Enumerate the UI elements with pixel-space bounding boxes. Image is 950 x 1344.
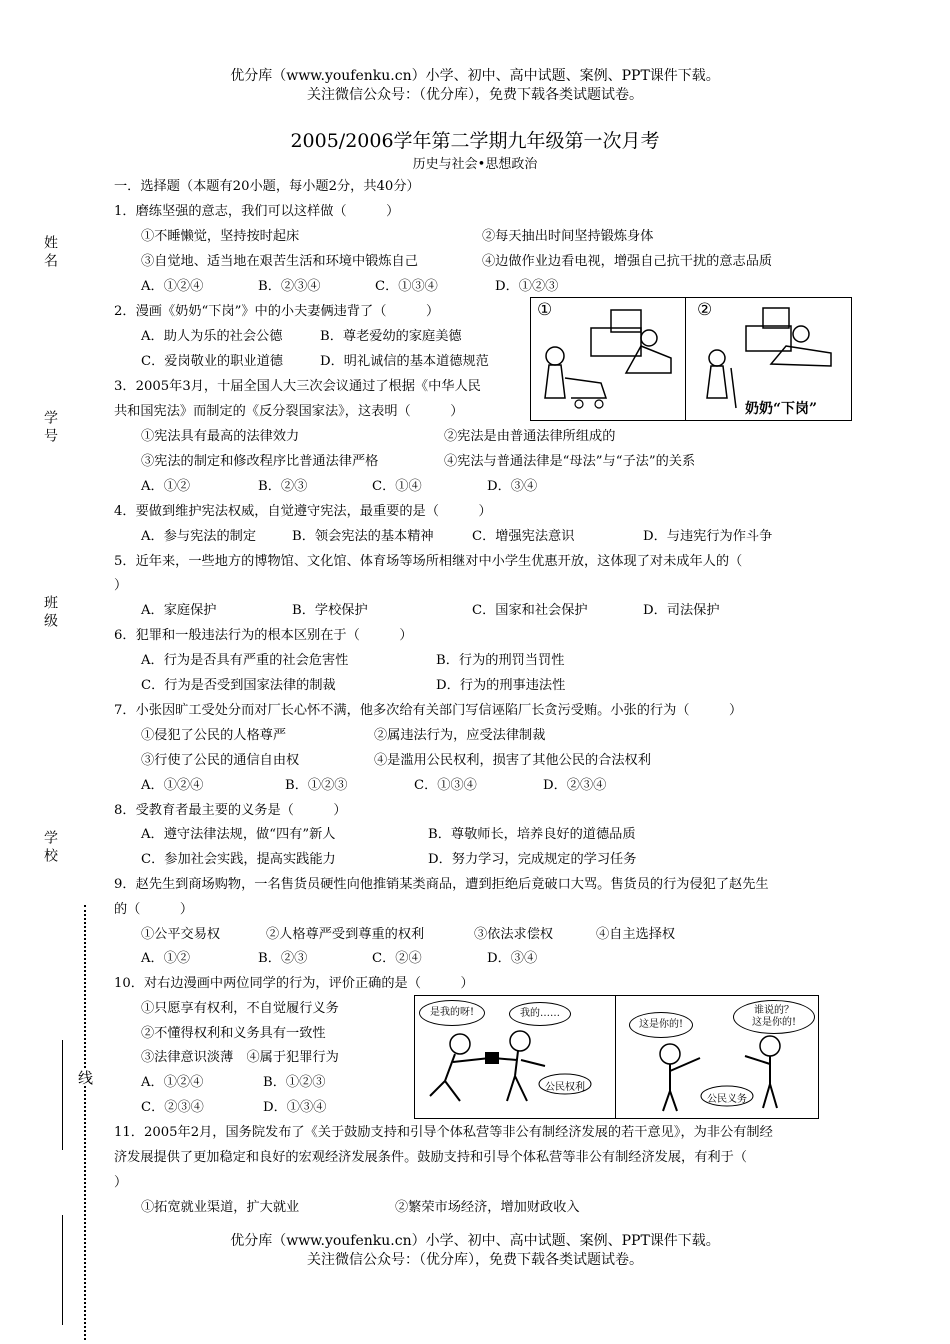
q10-option-3-4: ③法律意识淡薄 ④属于犯罪行为 <box>141 1050 339 1065</box>
q9-choice-c: C．②④ <box>372 951 422 966</box>
q4-choice-d: D．与违宪行为作斗争 <box>643 529 773 544</box>
q1-choice-b: B．②③④ <box>258 279 321 294</box>
q3-option-4: ④宪法与普通法律是“母法”与“子法”的关系 <box>444 454 696 469</box>
q1-option-2: ②每天抽出时间坚持锻炼身体 <box>482 229 654 244</box>
q5-stem-line1: 5．近年来，一些地方的博物馆、文化馆、体育场等场所相继对中小学生优惠开放，这体现了对未成年人的（ <box>114 554 743 569</box>
q11-option-2: ②繁荣市场经济，增加财政收入 <box>395 1200 580 1215</box>
section-heading: 一．选择题（本题有20小题，每小题2分，共40分） <box>114 179 420 194</box>
q6-stem: 6．犯罪和一般违法行为的根本区别在于（ ） <box>114 628 413 643</box>
q7-option-2: ②属违法行为，应受法律制裁 <box>374 728 546 743</box>
comic2-label-duties: 公民义务 <box>707 1094 747 1105</box>
q1-choice-c: C．①③④ <box>375 279 438 294</box>
q9-option-4: ④自主选择权 <box>596 927 676 942</box>
q2-choice-c: C．爱岗敬业的职业道德 <box>141 354 283 369</box>
q7-option-3: ③行使了公民的通信自由权 <box>141 753 300 768</box>
q4-choice-a: A．参与宪法的制定 <box>141 529 257 544</box>
q4-choice-c: C．增强宪法意识 <box>472 529 575 544</box>
binding-line-label: 线 <box>76 1070 94 1085</box>
q3-stem-line1: 3．2005年3月，十届全国人大三次会议通过了根据《中华人民 <box>114 379 481 394</box>
q3-choice-b: B．②③ <box>258 479 308 494</box>
q10-choice-a: A．①②④ <box>141 1075 204 1090</box>
q4-stem: 4．要做到维护宪法权威，自觉遵守宪法，最重要的是（ ） <box>114 504 492 519</box>
comic2-label-rights: 公民权利 <box>545 1082 585 1093</box>
comic2-bubble-4-line1: 谁说的？ <box>754 1005 794 1016</box>
comic2-bubble-1: 是我的呀! <box>419 1000 485 1026</box>
q8-stem: 8．受教育者最主要的义务是（ ） <box>114 803 347 818</box>
q7-stem: 7．小张因旷工受处分而对厂长心怀不满，他多次给有关部门写信诬陷厂长贪污受贿。小张的行为（ ） <box>114 703 743 718</box>
q11-stem-line2: 济发展提供了更加稳定和良好的宏观经济发展条件。鼓励支持和引导个体私营等非公有制经济发展，有利于（ <box>114 1150 747 1165</box>
q3-choice-a: A．①② <box>141 479 191 494</box>
q7-choice-b: B．①②③ <box>285 778 348 793</box>
page-title: 2005/2006学年第二学期九年级第一次月考 <box>290 130 660 152</box>
q3-option-3: ③宪法的制定和修改程序比普通法律严格 <box>141 454 379 469</box>
q2-stem: 2．漫画《奶奶“下岗”》中的小夫妻俩违背了（ ） <box>114 304 440 319</box>
q9-option-3: ③依法求偿权 <box>474 927 554 942</box>
q6-choice-a: A．行为是否具有严重的社会危害性 <box>141 653 349 668</box>
comic1-caption: 奶奶“下岗” <box>745 401 818 417</box>
q10-option-1: ①只愿享有权利，不自觉履行义务 <box>141 1001 339 1016</box>
q11-stem-line1: 11．2005年2月，国务院发布了《关于鼓励支持和引导个体私营等非公有制经济发展的若干意见》，为非公有制经 <box>114 1125 773 1140</box>
q10-option-2: ②不懂得权利和义务具有一致性 <box>141 1026 326 1041</box>
q8-choice-b: B．尊敬师长，培养良好的道德品质 <box>428 827 636 842</box>
q10-choice-c: C．②③④ <box>141 1100 204 1115</box>
binding-dotted-line <box>84 905 86 1340</box>
q3-option-1: ①宪法具有最高的法律效力 <box>141 429 300 444</box>
q2-choice-a: A．助人为乐的社会公德 <box>141 329 283 344</box>
q10-choice-d: D．①③④ <box>263 1100 327 1115</box>
q5-choice-a: A．家庭保护 <box>141 603 217 618</box>
comic1-panel2-label: ② <box>697 300 713 320</box>
q9-option-1: ①公平交易权 <box>141 927 221 942</box>
q9-stem-line1: 9．赵先生到商场购物，一名售货员硬性向他推销某类商品，遭到拒绝后竟破口大骂。售货员的行为侵犯了赵先生 <box>114 877 769 892</box>
q5-stem-line2: ） <box>114 578 128 593</box>
header-line-2: 关注微信公众号：（优分库），免费下载各类试题试卷。 <box>307 87 643 103</box>
q7-choice-a: A．①②④ <box>141 778 204 793</box>
comic-rights-duties <box>414 995 819 1119</box>
comic2-bubble-3: 这是你的! <box>629 1012 693 1038</box>
comic-grandma-laid-off <box>530 297 852 421</box>
q7-option-1: ①侵犯了公民的人格尊严 <box>141 728 287 743</box>
q3-stem-line2: 共和国宪法》而制定的《反分裂国家法》，这表明（ ） <box>114 404 464 419</box>
margin-class-label: 班级 <box>42 595 58 631</box>
q8-choice-c: C．参加社会实践，提高实践能力 <box>141 852 336 867</box>
q10-choice-b: B．①②③ <box>263 1075 326 1090</box>
q9-choice-d: D．③④ <box>487 951 538 966</box>
q1-choice-a: A．①②④ <box>141 279 204 294</box>
q11-option-1: ①拓宽就业渠道，扩大就业 <box>141 1200 300 1215</box>
q7-choice-c: C．①③④ <box>414 778 477 793</box>
margin-number-label: 学号 <box>42 410 58 446</box>
comic1-panel1-label: ① <box>537 300 553 320</box>
q1-stem: 1．磨练坚强的意志，我们可以这样做（ ） <box>114 204 400 219</box>
q6-choice-d: D．行为的刑事违法性 <box>436 678 566 693</box>
q1-option-3: ③自觉地、适当地在艰苦生活和环境中锻炼自己 <box>141 254 418 269</box>
q3-option-2: ②宪法是由普通法律所组成的 <box>444 429 616 444</box>
q5-choice-d: D．司法保护 <box>643 603 720 618</box>
q7-option-4: ④是滥用公民权利，损害了其他公民的合法权利 <box>374 753 651 768</box>
q1-option-4: ④边做作业边看电视，增强自己抗干扰的意志品质 <box>482 254 773 269</box>
q6-choice-b: B．行为的刑罚当罚性 <box>436 653 565 668</box>
q5-choice-c: C．国家和社会保护 <box>472 603 588 618</box>
q2-choice-d: D．明礼诚信的基本道德规范 <box>320 354 489 369</box>
q3-choice-c: C．①④ <box>372 479 422 494</box>
comic2-drawing <box>415 996 818 1118</box>
q5-choice-b: B．学校保护 <box>292 603 368 618</box>
footer-line-2: 关注微信公众号：（优分库），免费下载各类试题试卷。 <box>307 1252 643 1268</box>
q9-choice-b: B．②③ <box>258 951 308 966</box>
q4-choice-b: B．领会宪法的基本精神 <box>292 529 434 544</box>
q9-option-2: ②人格尊严受到尊重的权利 <box>266 927 425 942</box>
q6-choice-c: C．行为是否受到国家法律的制裁 <box>141 678 336 693</box>
q11-stem-line3: ） <box>114 1175 128 1190</box>
q8-choice-a: A．遵守法律法规，做“四有”新人 <box>141 827 336 842</box>
comic2-bubble-4-line2: 这是你的! <box>751 1017 797 1028</box>
q1-choice-d: D．①②③ <box>495 279 559 294</box>
q2-choice-b: B．尊老爱幼的家庭美德 <box>320 329 462 344</box>
header-line-1: 优分库（www.youfenku.cn）小学、初中、高中试题、案例、PPT课件下载。 <box>230 68 720 84</box>
margin-school-label: 学校 <box>42 830 58 866</box>
q1-option-1: ①不睡懒觉，坚持按时起床 <box>141 229 300 244</box>
q9-choice-a: A．①② <box>141 951 191 966</box>
q10-stem: 10．对右边漫画中两位同学的行为，评价正确的是（ ） <box>114 976 474 991</box>
binding-solid-line-upper <box>62 1040 63 1150</box>
margin-name-label: 姓名 <box>42 235 58 271</box>
q8-choice-d: D．努力学习，完成规定的学习任务 <box>428 852 637 867</box>
q3-choice-d: D．③④ <box>487 479 538 494</box>
q9-stem-line2: 的（ ） <box>114 902 194 917</box>
page-subtitle: 历史与社会•思想政治 <box>412 157 538 172</box>
comic2-bubble-2: 我的…… <box>509 1002 571 1026</box>
q7-choice-d: D．②③④ <box>543 778 607 793</box>
footer-line-1: 优分库（www.youfenku.cn）小学、初中、高中试题、案例、PPT课件下载。 <box>230 1233 720 1249</box>
